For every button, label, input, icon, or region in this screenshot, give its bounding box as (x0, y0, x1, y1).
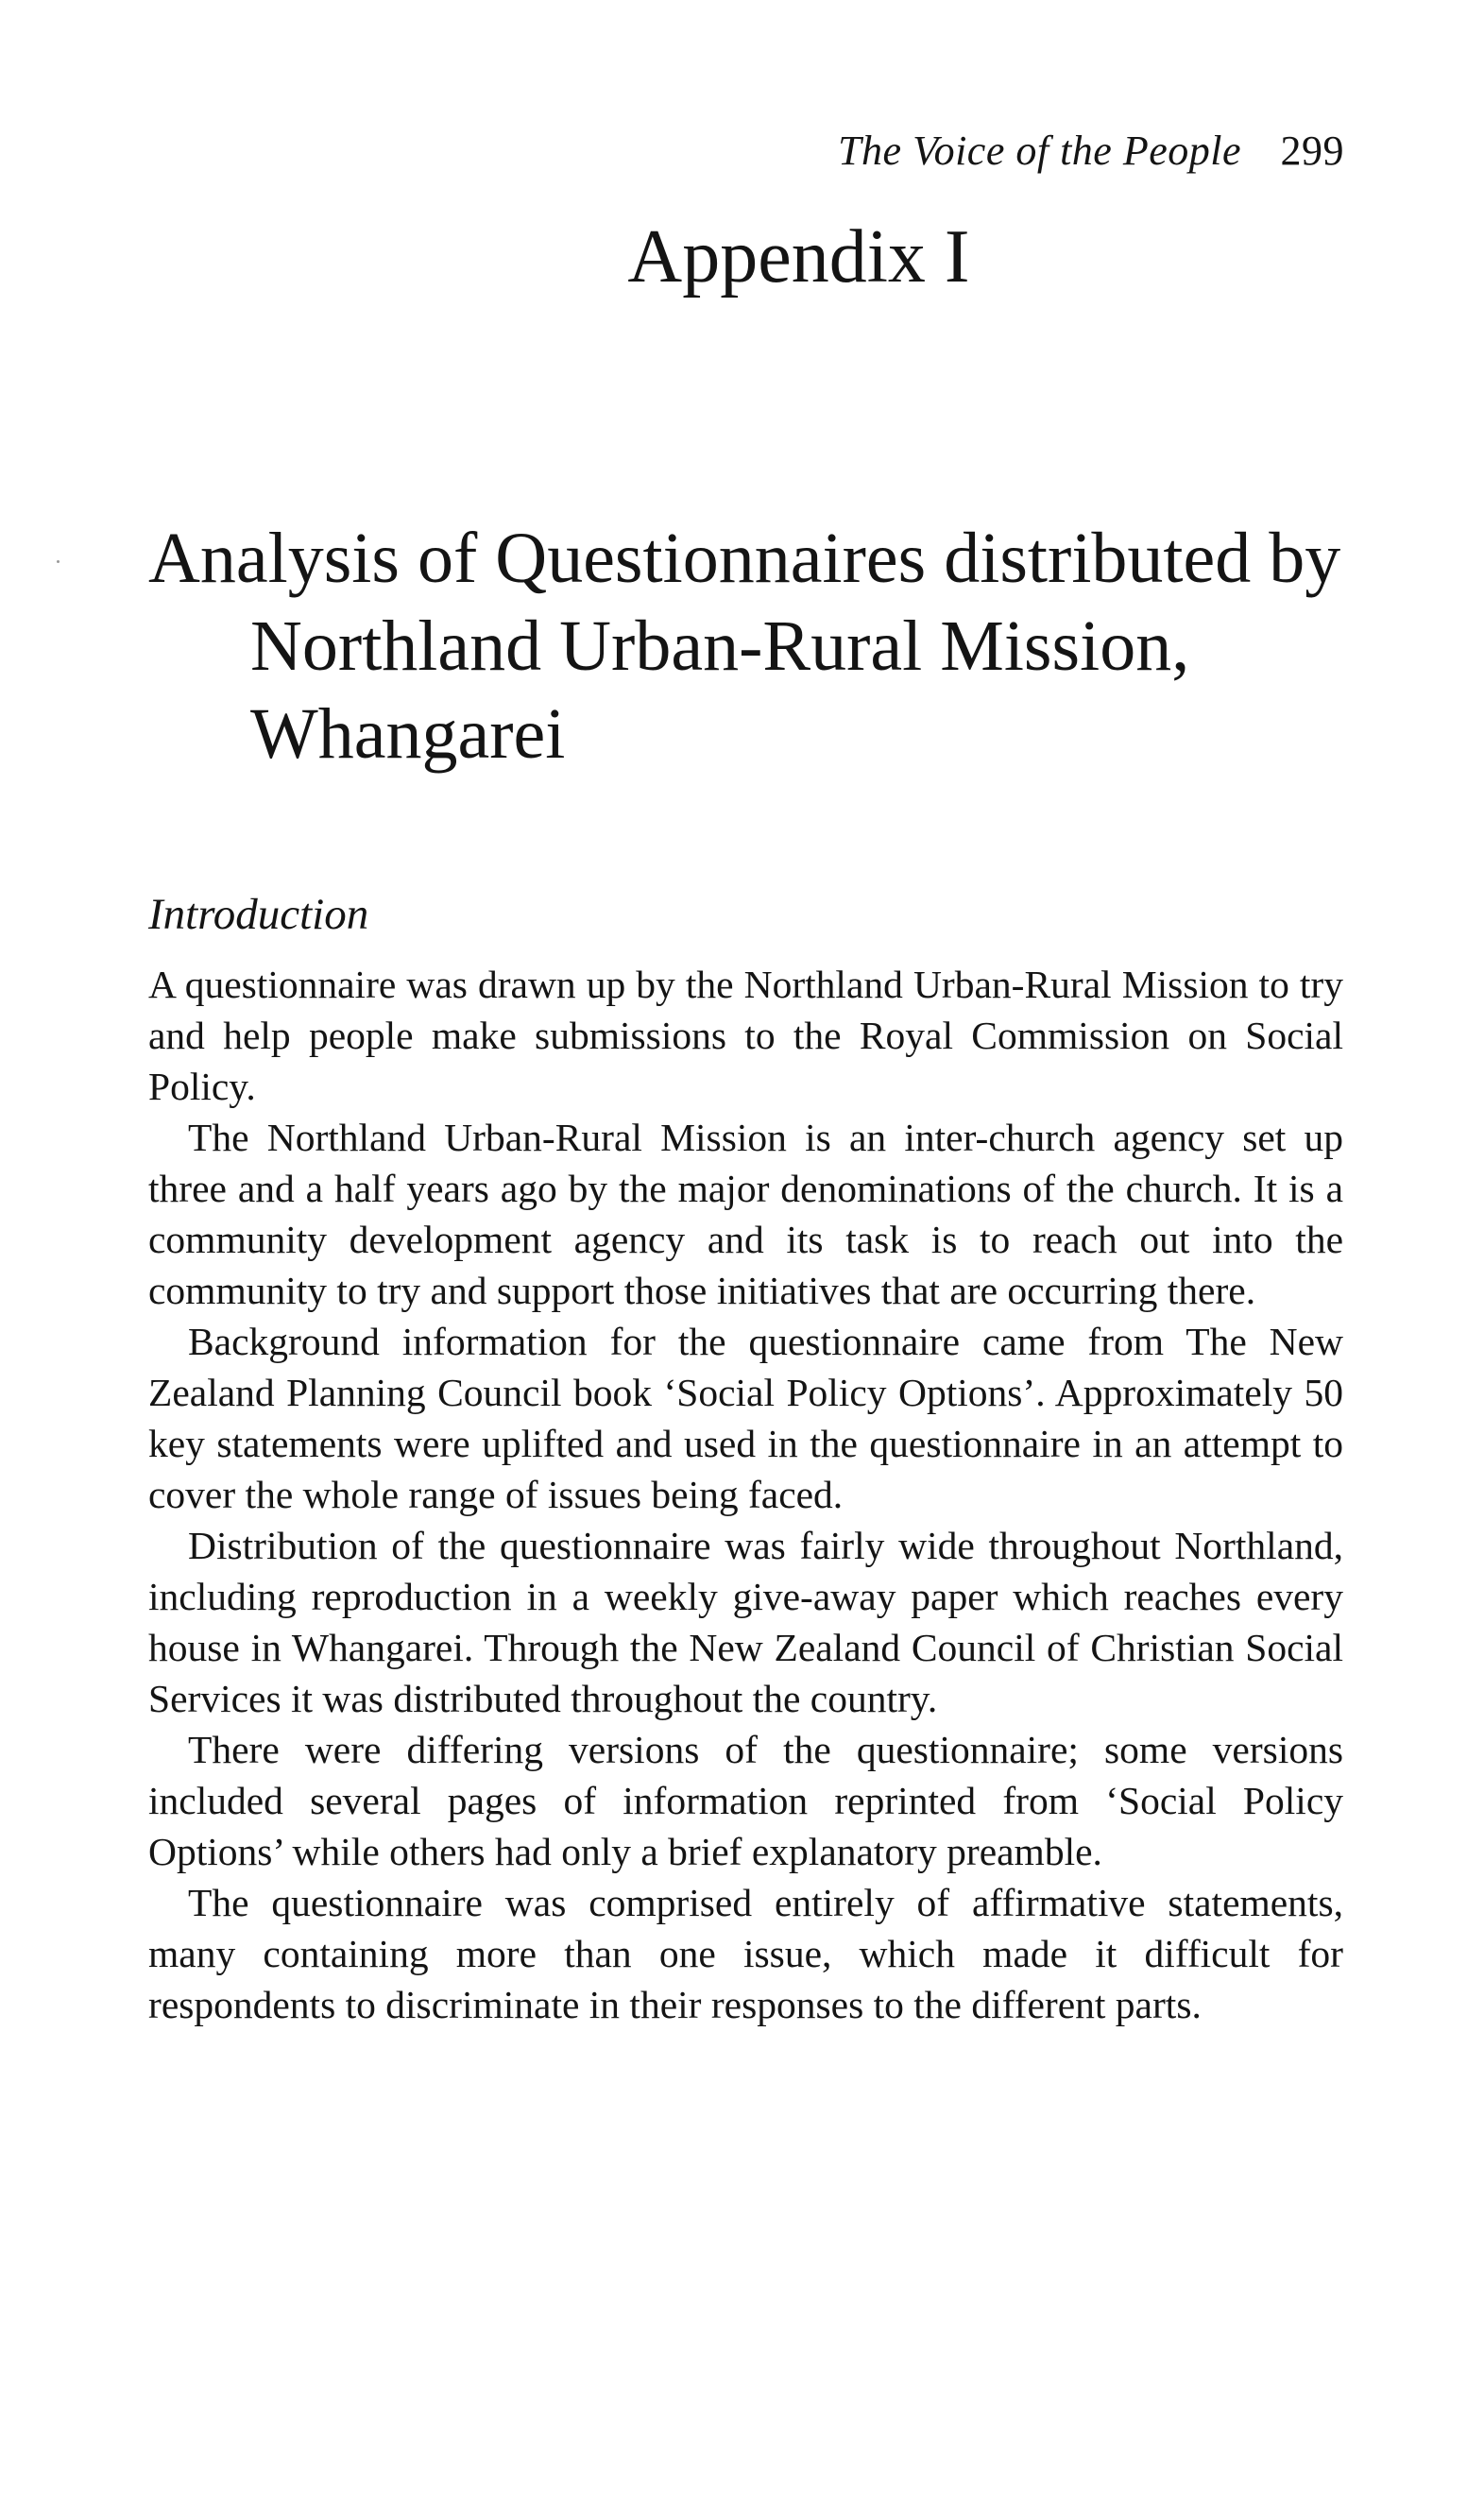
running-head (838, 130, 1344, 172)
paragraph: Distribution of the questionnaire was fairly wide throughout Northland, including reproduction in a weekly give-away paper which reaches every house in Whangarei. Through the New Zealand Council of Christian Social Services it was distributed throughout the country. (148, 1524, 1343, 1720)
paragraph: There were differing versions of the questionnaire; some versions included several pages of information reprinted from ‘Social Policy Options’ while others had only a brief explanatory preamble. (148, 1728, 1343, 1873)
running-head-title: The Voice of the People (838, 128, 1241, 174)
paragraph: The questionnaire was comprised entirely of affirmative statements, many containing more than one issue, which made it difficult for respondents to discriminate in their responses to the different parts. (148, 1881, 1343, 2026)
paragraph: Background information for the questionnaire came from The New Zealand Planning Council book ‘Social Policy Options’. Approximately 50 key statements were uplifted and used in the questionnaire in an attempt to cover the whole range of issues being faced. (148, 1320, 1343, 1516)
paragraph: The Northland Urban-Rural Mission is an inter-church agency set up three and a half years ago by the major denominations of the church. It is a community development agency and its task is to reach out into the community to try and support those initiatives that are occurring there. (148, 1116, 1343, 1312)
section-heading-introduction: Introduction (148, 890, 369, 939)
appendix-label: Appendix I (627, 215, 970, 299)
page-number: 299 (1280, 128, 1344, 174)
chapter-title: Analysis of Questionnaires distributed by Northland Urban-Rural Mission, Whangarei (148, 519, 1341, 774)
margin-mark (57, 560, 60, 563)
body-text (148, 959, 1343, 2030)
paragraph: A questionnaire was drawn up by the Northland Urban-Rural Mission to try and help people make submissions to the Royal Commission on Social Policy. (148, 963, 1343, 1108)
